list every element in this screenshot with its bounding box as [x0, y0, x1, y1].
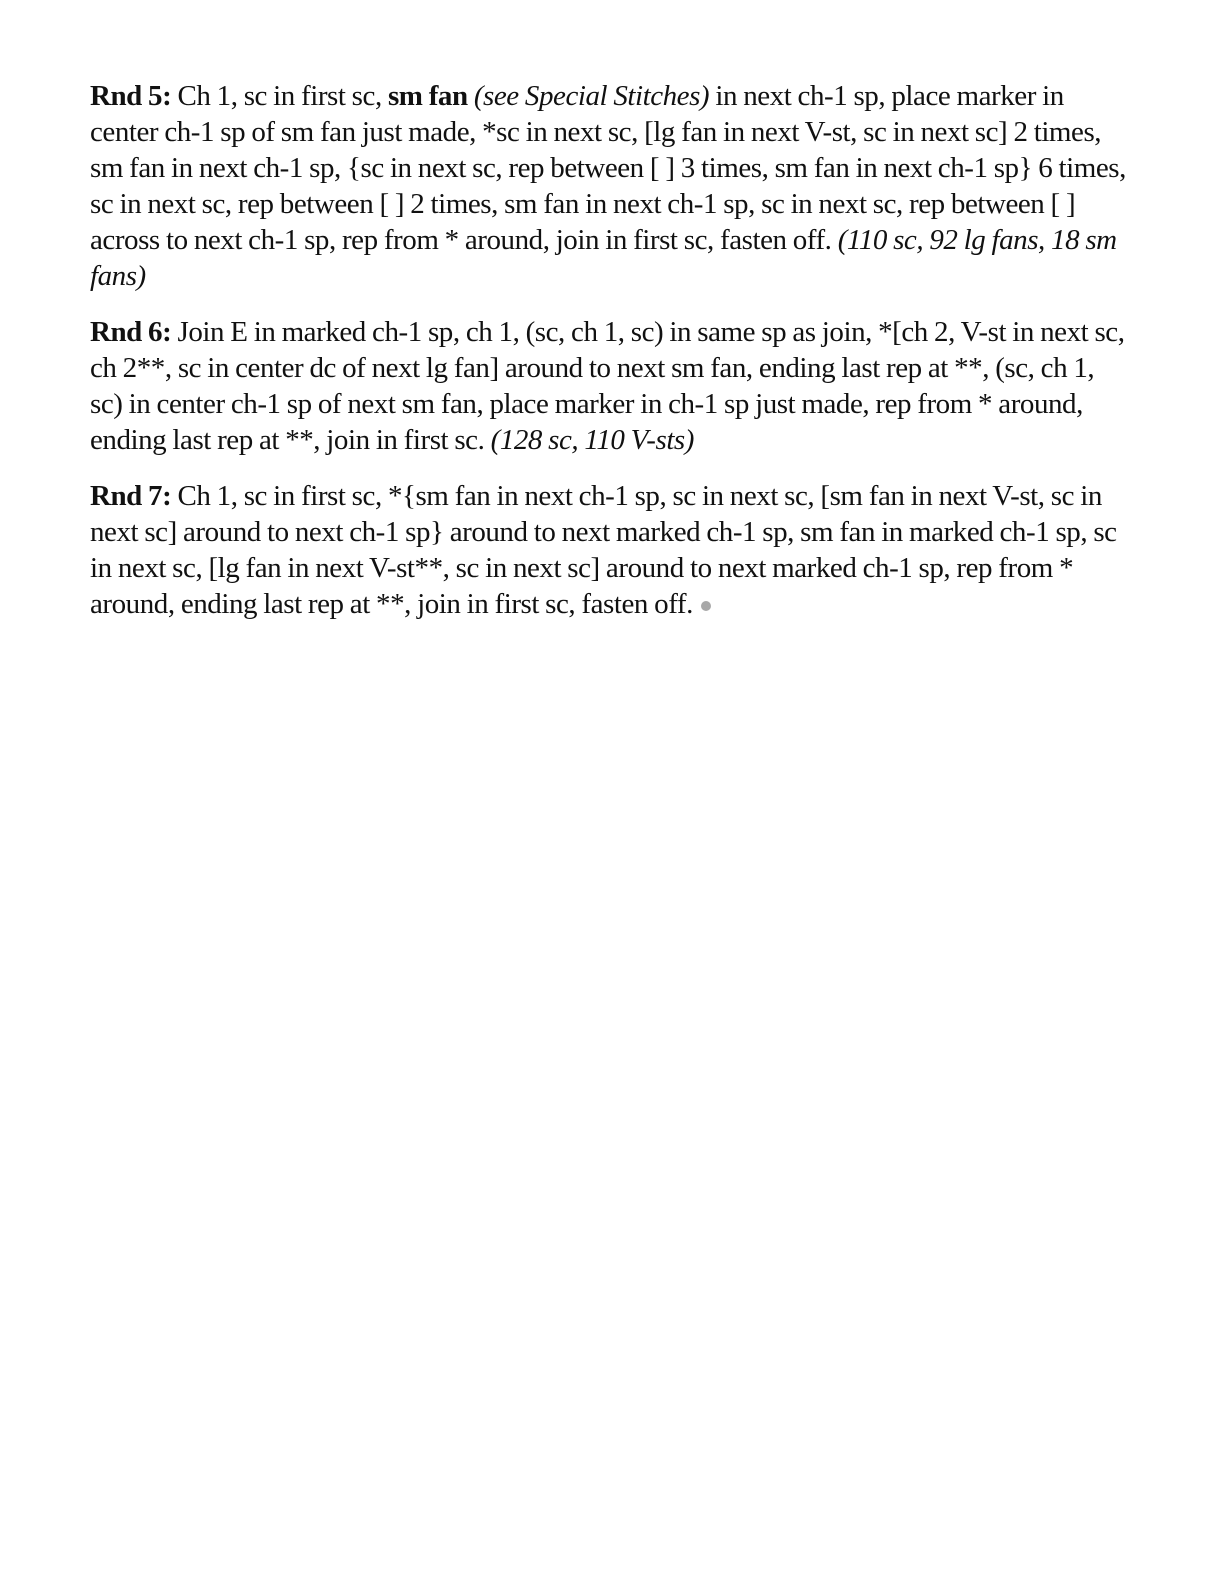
round-5-reference: (see Special Stitches)	[473, 80, 710, 112]
round-5-paragraph	[90, 78, 1130, 294]
round-5-stitch-term: sm fan	[387, 80, 468, 112]
end-of-pattern-dot-icon	[701, 601, 711, 611]
round-5-stitch-count: (110 sc, 92 lg fans, 18 sm fans)	[90, 224, 1117, 292]
round-7-text-body: Ch 1, sc in first sc, *{sm fan in next ch-1 sp, sc in next sc, [sm fan in next V-st, sc in next sc] around to next ch-1 sp} around to next marked ch-1 sp, sm fan in marked ch-1 sp, sc in next sc, [lg fan in next V-st**, sc in next sc] around to next marked ch-1 sp, rep from * around, ending last rep at **, join in first sc, fasten off.	[90, 480, 1117, 620]
round-6-text-body: Join E in marked ch-1 sp, ch 1, (sc, ch 1, sc) in same sp as join, *[ch 2, V-st in next sc, ch 2**, sc in center dc of next lg fan] around to next sm fan, ending last rep at **, (sc, ch 1, sc) in center ch-1 sp of next sm fan, place marker in ch-1 sp just made, rep from * around, ending last rep at **, join in first sc.	[90, 316, 1125, 456]
round-5-label: Rnd 5:	[90, 80, 172, 112]
round-7-paragraph	[90, 478, 1130, 622]
round-6-paragraph	[90, 314, 1130, 458]
pattern-page	[90, 78, 1130, 642]
round-6-label: Rnd 6:	[90, 316, 172, 348]
round-5-text-body: in next ch-1 sp, place marker in center ch-1 sp of sm fan just made, *sc in next sc, [lg fan in next V-st, sc in next sc] 2 times, sm fan in next ch-1 sp, {sc in next sc, rep between [ ] 3 times, sm fan in next ch-1 sp} 6 times, sc in next sc, rep between [ ] 2 times, sm fan in next ch-1 sp, sc in next sc, rep between [ ] across to next ch-1 sp, rep from * around, join in first sc, fasten off.	[90, 80, 1126, 256]
round-6-stitch-count: (128 sc, 110 V-sts)	[490, 424, 694, 456]
round-5-text-start: Ch 1, sc in first sc,	[177, 80, 382, 112]
round-7-label: Rnd 7:	[90, 480, 172, 512]
